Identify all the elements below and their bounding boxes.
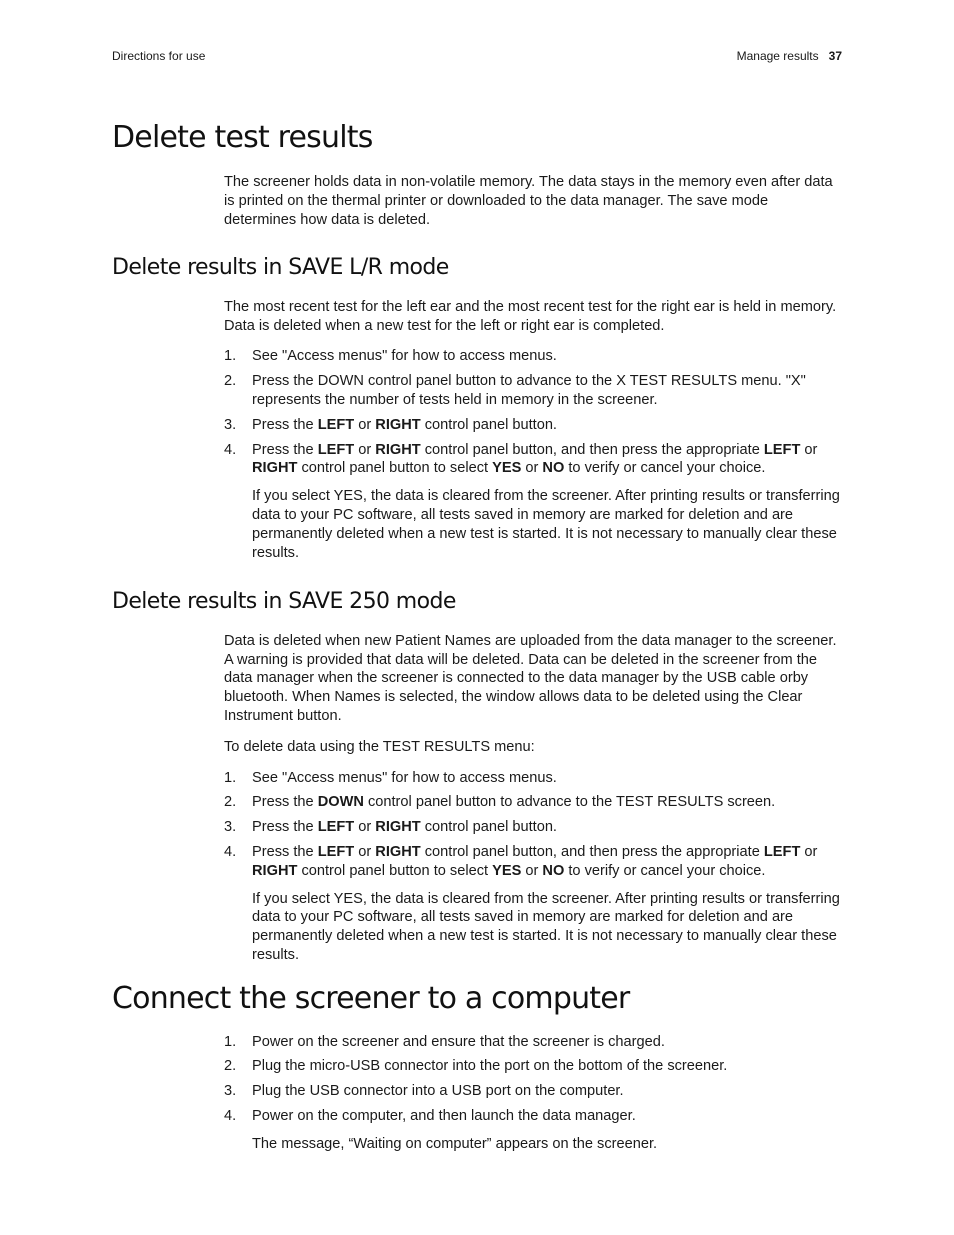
- subsection-body: [224, 298, 844, 563]
- list-item: [224, 416, 844, 435]
- paragraph-lead: To delete data using the TEST RESULTS menu:: [224, 738, 535, 755]
- page-content: [0, 120, 954, 1154]
- step-text: control panel button to select: [297, 460, 493, 477]
- step-number: 2.: [224, 794, 237, 811]
- step-text: Power on the screener and ensure that the screener is charged.: [252, 1033, 665, 1050]
- list-item: [224, 1082, 844, 1101]
- step-text: Press the: [252, 843, 318, 860]
- section-body: [224, 1033, 844, 1154]
- subsection-title-save-lr: Delete results in SAVE L/R mode: [112, 255, 449, 281]
- steps-list: [224, 347, 844, 478]
- step-text: or: [521, 460, 543, 477]
- step-text: or: [521, 862, 543, 879]
- step-text: Power on the computer, and then launch the data manager.: [252, 1108, 636, 1125]
- step-text: See "Access menus" for how to access menus.: [252, 769, 557, 786]
- keyword: RIGHT: [375, 819, 421, 836]
- keyword: LEFT: [317, 441, 355, 458]
- step-text: Plug the micro-USB connector into the port on the bottom of the screener.: [252, 1058, 728, 1075]
- keyword: RIGHT: [375, 416, 421, 433]
- keyword: RIGHT: [375, 843, 421, 860]
- step-text: Press the DOWN control panel button to advance to the X TEST RESULTS menu. "X" represents the number of tests held in memory in the screener.: [252, 373, 806, 408]
- step-text: Press the: [252, 416, 318, 433]
- keyword: LEFT: [763, 441, 801, 458]
- list-item: [224, 1107, 844, 1126]
- keyword: DOWN: [317, 794, 364, 811]
- keyword: YES: [492, 862, 522, 879]
- list-item: [224, 1057, 844, 1076]
- keyword: RIGHT: [252, 862, 298, 879]
- keyword: LEFT: [317, 416, 355, 433]
- step-text: or: [354, 441, 376, 458]
- page-number: 37: [828, 49, 842, 63]
- header-doc-title: Directions for use: [112, 49, 206, 63]
- note-paragraph: The message, “Waiting on computer” appears on the screener.: [252, 1135, 658, 1152]
- step-text: control panel button.: [420, 416, 557, 433]
- keyword: RIGHT: [375, 441, 421, 458]
- step-text: or: [800, 843, 818, 860]
- keyword: LEFT: [317, 819, 355, 836]
- list-item: [224, 441, 844, 479]
- step-text: or: [354, 843, 376, 860]
- step-number: 1.: [224, 348, 237, 365]
- steps-list: [224, 769, 844, 881]
- paragraph: The most recent test for the left ear and the most recent test for the right ear is held in memory. Data is deleted when a new test for the left or right ear is completed.: [224, 298, 837, 334]
- header-section-label: Manage results: [736, 49, 819, 63]
- step-number: 2.: [224, 373, 237, 390]
- step-number: 3.: [224, 416, 237, 433]
- paragraph: Data is deleted when new Patient Names are uploaded from the data manager to the screener. A warning is provided that data will be deleted. Data can be deleted in the screener from the data manager when the screener is connected to the data manager by the USB cable orby bluetooth. When Names is selected, the window allows data to be deleted using the Clear Instrument button.: [224, 632, 837, 724]
- step-number: 1.: [224, 769, 237, 786]
- step-number: 2.: [224, 1058, 237, 1075]
- list-item: [224, 769, 844, 788]
- list-item: [224, 843, 844, 881]
- keyword: LEFT: [317, 843, 355, 860]
- section-title-connect-computer: Connect the screener to a computer: [112, 980, 630, 1016]
- step-text: control panel button, and then press the appropriate: [420, 441, 764, 458]
- keyword: RIGHT: [252, 460, 298, 477]
- list-item: [224, 347, 844, 366]
- paragraph-intro: The screener holds data in non-volatile memory. The data stays in the memory even after data is printed on the thermal printer or downloaded to the data manager. The save mode determines how data is deleted.: [224, 174, 833, 228]
- step-number: 4.: [224, 441, 237, 458]
- list-item: [224, 372, 844, 410]
- header-section: [737, 49, 842, 63]
- steps-list: [224, 1033, 844, 1126]
- step-text: control panel button to advance to the TEST RESULTS screen.: [363, 794, 776, 811]
- step-text: or: [354, 416, 376, 433]
- list-item: [224, 793, 844, 812]
- step-text: Press the: [252, 441, 318, 458]
- list-item: [224, 1033, 844, 1052]
- step-text: control panel button.: [420, 819, 557, 836]
- note-paragraph: If you select YES, the data is cleared from the screener. After printing results or transferring data to your PC software, all tests saved in memory are marked for deletion and are permanently deleted when a new test is started. It is not necessary to manually clear these results.: [252, 488, 840, 561]
- step-text: to verify or cancel your choice.: [564, 460, 766, 477]
- step-text: or: [800, 441, 818, 458]
- step-text: to verify or cancel your choice.: [564, 862, 766, 879]
- step-text: Press the: [252, 819, 318, 836]
- keyword: NO: [542, 862, 565, 879]
- section-title-delete-test-results: Delete test results: [112, 120, 373, 155]
- keyword: NO: [542, 460, 565, 477]
- subsection-body: [224, 632, 844, 965]
- keyword: YES: [492, 460, 522, 477]
- step-number: 4.: [224, 1108, 237, 1125]
- step-text: Plug the USB connector into a USB port on the computer.: [252, 1083, 624, 1100]
- step-number: 1.: [224, 1033, 237, 1050]
- note-paragraph: If you select YES, the data is cleared from the screener. After printing results or transferring data to your PC software, all tests saved in memory are marked for deletion and are permanently deleted when a new test is started. It is not necessary to manually clear these results.: [252, 890, 840, 963]
- step-text: Press the: [252, 794, 318, 811]
- step-number: 4.: [224, 843, 237, 860]
- keyword: LEFT: [763, 843, 801, 860]
- step-text: control panel button to select: [297, 862, 493, 879]
- step-text: or: [354, 819, 376, 836]
- subsection-title-save-250: Delete results in SAVE 250 mode: [112, 589, 456, 615]
- step-text: See "Access menus" for how to access menus.: [252, 348, 557, 365]
- section-body: [224, 173, 844, 229]
- step-number: 3.: [224, 819, 237, 836]
- step-text: control panel button, and then press the appropriate: [420, 843, 764, 860]
- step-number: 3.: [224, 1083, 237, 1100]
- list-item: [224, 818, 844, 837]
